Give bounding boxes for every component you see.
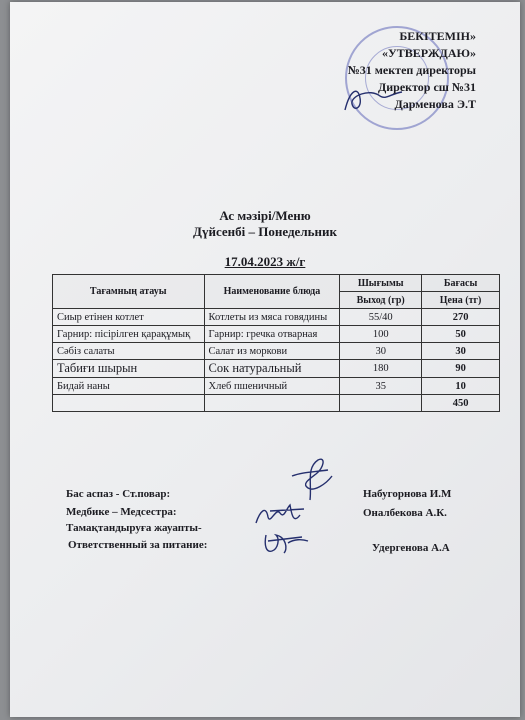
dish-kz: Сиыр етінен котлет xyxy=(53,309,205,326)
nurse-signature xyxy=(250,497,310,531)
table-row xyxy=(53,309,500,326)
dish-yield: 30 xyxy=(340,343,422,360)
table-header-row xyxy=(53,275,500,292)
chef-label: Бас аспаз - Ст.повар: xyxy=(66,488,171,500)
table-row xyxy=(53,360,500,378)
dish-price: 270 xyxy=(422,309,500,326)
dish-price: 30 xyxy=(422,343,500,360)
dish-ru: Салат из моркови xyxy=(204,343,340,360)
header-yield-ru: Выход (гр) xyxy=(340,292,422,309)
dish-kz: Бидай наны xyxy=(53,378,205,395)
menu-date: 17.04.2023 ж/г xyxy=(224,254,306,269)
header-name-kz: Тағамның атауы xyxy=(53,275,205,309)
director-title-kz: №31 мектеп директоры xyxy=(347,63,476,77)
menu-table xyxy=(52,274,500,412)
dish-price: 50 xyxy=(422,326,500,343)
header-price-ru: Цена (тг) xyxy=(422,292,500,309)
total-empty-cell xyxy=(53,395,205,412)
header-price-kz: Бағасы xyxy=(422,275,500,292)
chef-name: Набугорнова И.М xyxy=(363,488,452,500)
responsible-label-ru: Ответственный за питание: xyxy=(68,539,208,551)
menu-day: Дүйсенбі – Понедельник xyxy=(193,224,337,239)
responsible-signature xyxy=(258,529,314,559)
table-row xyxy=(53,343,500,360)
dish-ru: Сок натуральный xyxy=(204,360,340,378)
nurse-name: Оналбекова А.К. xyxy=(363,507,447,519)
total-empty-cell xyxy=(204,395,340,412)
approval-line-ru: «УТВЕРЖДАЮ» xyxy=(381,46,476,60)
header-yield-kz: Шығымы xyxy=(340,275,422,292)
menu-title: Ас мәзірі/Меню xyxy=(219,208,311,223)
dish-yield: 55/40 xyxy=(340,309,422,326)
nurse-label: Медбике – Медсестра: xyxy=(66,506,177,518)
director-title-ru: Директор сш №31 xyxy=(377,80,476,94)
table-row xyxy=(53,378,500,395)
dish-yield: 35 xyxy=(340,378,422,395)
table-total-row xyxy=(53,395,500,412)
dish-ru: Хлеб пшеничный xyxy=(204,378,340,395)
dish-yield: 180 xyxy=(340,360,422,378)
dish-ru: Гарнир: гречка отварная xyxy=(204,326,340,343)
director-name: Дарменова Э.Т xyxy=(394,97,476,111)
responsible-name: Удергенова А.А xyxy=(372,542,450,554)
dish-kz: Табиғи шырын xyxy=(53,360,205,378)
approval-block xyxy=(276,28,476,113)
dish-yield: 100 xyxy=(340,326,422,343)
document-page xyxy=(10,2,520,717)
dish-price: 10 xyxy=(422,378,500,395)
total-price: 450 xyxy=(422,395,500,412)
total-empty-cell xyxy=(340,395,422,412)
responsible-label-kz: Тамақтандыруға жауапты- xyxy=(66,522,202,534)
table-row xyxy=(53,326,500,343)
approval-line-kz: БЕКІТЕМІН» xyxy=(399,29,476,43)
header-name-ru: Наименование блюда xyxy=(204,275,340,309)
dish-price: 90 xyxy=(422,360,500,378)
dish-ru: Котлеты из мяса говядины xyxy=(204,309,340,326)
dish-kz: Гарнир: пісірілген қарақұмық xyxy=(53,326,205,343)
dish-kz: Сәбіз салаты xyxy=(53,343,205,360)
